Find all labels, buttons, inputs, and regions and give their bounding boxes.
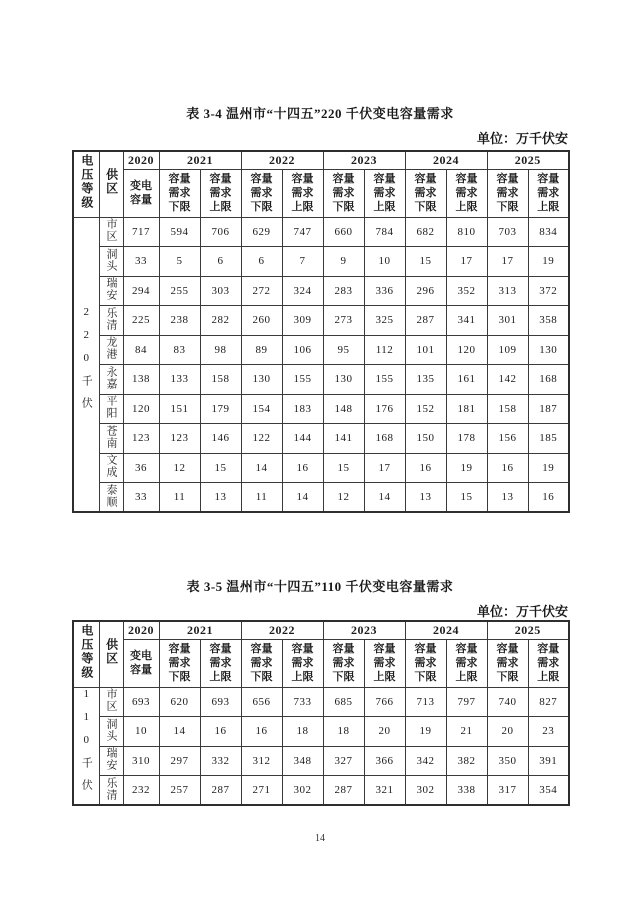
value-cell: 16: [241, 717, 282, 747]
voltage-level-header: 电压等级: [73, 151, 99, 217]
voltage-level-cell: 110千伏: [73, 687, 99, 805]
capacity-header: 变电容量: [123, 639, 159, 687]
supply-area-cell: 文成: [99, 453, 123, 483]
lower-limit-header: 容量需求下限: [405, 169, 446, 217]
value-cell: 13: [487, 483, 528, 513]
value-cell: 19: [528, 247, 569, 277]
supply-area-header: 供区: [99, 621, 123, 687]
value-cell: 120: [446, 335, 487, 365]
value-cell: 238: [159, 306, 200, 336]
value-cell: 287: [200, 776, 241, 806]
table-row: [73, 687, 569, 717]
value-cell: 287: [405, 306, 446, 336]
value-cell: 168: [364, 424, 405, 454]
value-cell: 656: [241, 687, 282, 717]
value-cell: 350: [487, 746, 528, 776]
value-cell: 332: [200, 746, 241, 776]
value-cell: 10: [123, 717, 159, 747]
value-cell: 594: [159, 217, 200, 247]
value-cell: 156: [487, 424, 528, 454]
value-cell: 84: [123, 335, 159, 365]
value-cell: 271: [241, 776, 282, 806]
value-cell: 130: [528, 335, 569, 365]
value-cell: 685: [323, 687, 364, 717]
value-cell: 16: [528, 483, 569, 513]
value-cell: 109: [487, 335, 528, 365]
value-cell: 5: [159, 247, 200, 277]
value-cell: 83: [159, 335, 200, 365]
value-cell: 142: [487, 365, 528, 395]
value-cell: 12: [323, 483, 364, 513]
value-cell: 33: [123, 483, 159, 513]
value-cell: 19: [446, 453, 487, 483]
supply-area-cell: 永嘉: [99, 365, 123, 395]
upper-limit-header: 容量需求上限: [528, 639, 569, 687]
value-cell: 155: [282, 365, 323, 395]
value-cell: 21: [446, 717, 487, 747]
table-row: [73, 335, 569, 365]
lower-limit-header: 容量需求下限: [323, 169, 364, 217]
table-row: [73, 483, 569, 513]
value-cell: 150: [405, 424, 446, 454]
supply-area-cell: 乐清: [99, 306, 123, 336]
value-cell: 123: [159, 424, 200, 454]
year-header: 2020: [123, 621, 159, 639]
table-3-5-unit-label: 单位：万千伏安: [476, 604, 568, 619]
value-cell: 693: [200, 687, 241, 717]
value-cell: 717: [123, 217, 159, 247]
table-row: [73, 424, 569, 454]
value-cell: 827: [528, 687, 569, 717]
upper-limit-header: 容量需求上限: [200, 169, 241, 217]
value-cell: 130: [241, 365, 282, 395]
value-cell: 130: [323, 365, 364, 395]
lower-limit-header: 容量需求下限: [241, 169, 282, 217]
value-cell: 797: [446, 687, 487, 717]
value-cell: 15: [323, 453, 364, 483]
value-cell: 20: [364, 717, 405, 747]
value-cell: 135: [405, 365, 446, 395]
value-cell: 120: [123, 394, 159, 424]
upper-limit-header: 容量需求上限: [282, 169, 323, 217]
year-header: 2021: [159, 151, 241, 169]
value-cell: 11: [241, 483, 282, 513]
value-cell: 185: [528, 424, 569, 454]
lower-limit-header: 容量需求下限: [487, 639, 528, 687]
value-cell: 176: [364, 394, 405, 424]
value-cell: 13: [200, 483, 241, 513]
value-cell: 660: [323, 217, 364, 247]
value-cell: 101: [405, 335, 446, 365]
table-row: [73, 306, 569, 336]
year-header: 2024: [405, 621, 487, 639]
year-header: 2025: [487, 151, 569, 169]
value-cell: 372: [528, 276, 569, 306]
page-number: 14: [315, 833, 325, 844]
value-cell: 36: [123, 453, 159, 483]
value-cell: 14: [364, 483, 405, 513]
value-cell: 18: [282, 717, 323, 747]
value-cell: 747: [282, 217, 323, 247]
year-header: 2025: [487, 621, 569, 639]
lower-limit-header: 容量需求下限: [405, 639, 446, 687]
value-cell: 740: [487, 687, 528, 717]
value-cell: 151: [159, 394, 200, 424]
upper-limit-header: 容量需求上限: [364, 169, 405, 217]
value-cell: 273: [323, 306, 364, 336]
value-cell: 358: [528, 306, 569, 336]
supply-area-cell: 洞头: [99, 717, 123, 747]
value-cell: 10: [364, 247, 405, 277]
table-row: [73, 746, 569, 776]
table-row: [73, 776, 569, 806]
value-cell: 324: [282, 276, 323, 306]
value-cell: 15: [200, 453, 241, 483]
value-cell: 152: [405, 394, 446, 424]
value-cell: 141: [323, 424, 364, 454]
supply-area-cell: 市区: [99, 687, 123, 717]
voltage-level-cell: 220千伏: [73, 217, 99, 512]
value-cell: 89: [241, 335, 282, 365]
value-cell: 302: [405, 776, 446, 806]
value-cell: 272: [241, 276, 282, 306]
value-cell: 232: [123, 776, 159, 806]
year-header-row: [73, 151, 569, 169]
capacity-header: 变电容量: [123, 169, 159, 217]
value-cell: 303: [200, 276, 241, 306]
year-header: 2022: [241, 151, 323, 169]
value-cell: 16: [405, 453, 446, 483]
value-cell: 706: [200, 217, 241, 247]
value-cell: 18: [323, 717, 364, 747]
value-cell: 342: [405, 746, 446, 776]
supply-area-cell: 市区: [99, 217, 123, 247]
value-cell: 154: [241, 394, 282, 424]
value-cell: 16: [200, 717, 241, 747]
value-cell: 9: [323, 247, 364, 277]
value-cell: 146: [200, 424, 241, 454]
value-cell: 733: [282, 687, 323, 717]
sub-header-row: [73, 169, 569, 217]
value-cell: 112: [364, 335, 405, 365]
value-cell: 354: [528, 776, 569, 806]
sub-header-row: [73, 639, 569, 687]
upper-limit-header: 容量需求上限: [446, 639, 487, 687]
value-cell: 703: [487, 217, 528, 247]
upper-limit-header: 容量需求上限: [282, 639, 323, 687]
value-cell: 123: [123, 424, 159, 454]
table-3-4-unit-label: 单位：万千伏安: [476, 131, 568, 146]
value-cell: 317: [487, 776, 528, 806]
value-cell: 301: [487, 306, 528, 336]
value-cell: 13: [405, 483, 446, 513]
supply-area-header: 供区: [99, 151, 123, 217]
year-header: 2023: [323, 151, 405, 169]
value-cell: 161: [446, 365, 487, 395]
upper-limit-header: 容量需求上限: [528, 169, 569, 217]
voltage-level-header: 电压等级: [73, 621, 99, 687]
upper-limit-header: 容量需求上限: [200, 639, 241, 687]
value-cell: 181: [446, 394, 487, 424]
value-cell: 225: [123, 306, 159, 336]
value-cell: 302: [282, 776, 323, 806]
value-cell: 168: [528, 365, 569, 395]
table-row: [73, 276, 569, 306]
value-cell: 341: [446, 306, 487, 336]
value-cell: 11: [159, 483, 200, 513]
supply-area-cell: 瑞安: [99, 746, 123, 776]
value-cell: 366: [364, 746, 405, 776]
value-cell: 14: [241, 453, 282, 483]
table-row: [73, 247, 569, 277]
value-cell: 810: [446, 217, 487, 247]
value-cell: 294: [123, 276, 159, 306]
value-cell: 19: [405, 717, 446, 747]
value-cell: 15: [405, 247, 446, 277]
value-cell: 158: [200, 365, 241, 395]
value-cell: 348: [282, 746, 323, 776]
upper-limit-header: 容量需求上限: [446, 169, 487, 217]
value-cell: 33: [123, 247, 159, 277]
table-row: [73, 717, 569, 747]
value-cell: 14: [282, 483, 323, 513]
value-cell: 155: [364, 365, 405, 395]
value-cell: 98: [200, 335, 241, 365]
value-cell: 12: [159, 453, 200, 483]
value-cell: 257: [159, 776, 200, 806]
table-3-4-title: 表 3-4 温州市“十四五”220 千伏变电容量需求: [186, 106, 454, 121]
supply-area-cell: 洞头: [99, 247, 123, 277]
year-header: 2023: [323, 621, 405, 639]
value-cell: 327: [323, 746, 364, 776]
capacity-table-220kv: [72, 150, 570, 513]
value-cell: 682: [405, 217, 446, 247]
value-cell: 629: [241, 217, 282, 247]
table-row: [73, 394, 569, 424]
value-cell: 17: [487, 247, 528, 277]
value-cell: 17: [446, 247, 487, 277]
value-cell: 106: [282, 335, 323, 365]
supply-area-cell: 苍南: [99, 424, 123, 454]
value-cell: 382: [446, 746, 487, 776]
value-cell: 713: [405, 687, 446, 717]
year-header: 2020: [123, 151, 159, 169]
lower-limit-header: 容量需求下限: [159, 639, 200, 687]
value-cell: 620: [159, 687, 200, 717]
value-cell: 352: [446, 276, 487, 306]
value-cell: 260: [241, 306, 282, 336]
value-cell: 297: [159, 746, 200, 776]
value-cell: 20: [487, 717, 528, 747]
value-cell: 766: [364, 687, 405, 717]
value-cell: 313: [487, 276, 528, 306]
value-cell: 158: [487, 394, 528, 424]
value-cell: 138: [123, 365, 159, 395]
year-header-row: [73, 621, 569, 639]
value-cell: 784: [364, 217, 405, 247]
lower-limit-header: 容量需求下限: [159, 169, 200, 217]
value-cell: 179: [200, 394, 241, 424]
value-cell: 148: [323, 394, 364, 424]
value-cell: 17: [364, 453, 405, 483]
table-row: [73, 365, 569, 395]
value-cell: 183: [282, 394, 323, 424]
year-header: 2021: [159, 621, 241, 639]
value-cell: 16: [487, 453, 528, 483]
value-cell: 296: [405, 276, 446, 306]
value-cell: 283: [323, 276, 364, 306]
value-cell: 834: [528, 217, 569, 247]
value-cell: 122: [241, 424, 282, 454]
supply-area-cell: 乐清: [99, 776, 123, 806]
value-cell: 309: [282, 306, 323, 336]
value-cell: 287: [323, 776, 364, 806]
value-cell: 6: [200, 247, 241, 277]
table-row: [73, 453, 569, 483]
capacity-table-110kv: [72, 620, 570, 806]
value-cell: 338: [446, 776, 487, 806]
value-cell: 255: [159, 276, 200, 306]
value-cell: 14: [159, 717, 200, 747]
upper-limit-header: 容量需求上限: [364, 639, 405, 687]
value-cell: 19: [528, 453, 569, 483]
value-cell: 325: [364, 306, 405, 336]
lower-limit-header: 容量需求下限: [241, 639, 282, 687]
table-row: [73, 217, 569, 247]
value-cell: 336: [364, 276, 405, 306]
supply-area-cell: 龙港: [99, 335, 123, 365]
value-cell: 7: [282, 247, 323, 277]
supply-area-cell: 瑞安: [99, 276, 123, 306]
supply-area-cell: 泰顺: [99, 483, 123, 513]
value-cell: 133: [159, 365, 200, 395]
value-cell: 310: [123, 746, 159, 776]
value-cell: 282: [200, 306, 241, 336]
lower-limit-header: 容量需求下限: [323, 639, 364, 687]
value-cell: 178: [446, 424, 487, 454]
year-header: 2022: [241, 621, 323, 639]
year-header: 2024: [405, 151, 487, 169]
lower-limit-header: 容量需求下限: [487, 169, 528, 217]
table-3-5-title: 表 3-5 温州市“十四五”110 千伏变电容量需求: [186, 579, 454, 594]
supply-area-cell: 平阳: [99, 394, 123, 424]
value-cell: 6: [241, 247, 282, 277]
value-cell: 16: [282, 453, 323, 483]
value-cell: 312: [241, 746, 282, 776]
value-cell: 144: [282, 424, 323, 454]
value-cell: 693: [123, 687, 159, 717]
value-cell: 23: [528, 717, 569, 747]
value-cell: 95: [323, 335, 364, 365]
value-cell: 15: [446, 483, 487, 513]
value-cell: 321: [364, 776, 405, 806]
value-cell: 391: [528, 746, 569, 776]
value-cell: 187: [528, 394, 569, 424]
